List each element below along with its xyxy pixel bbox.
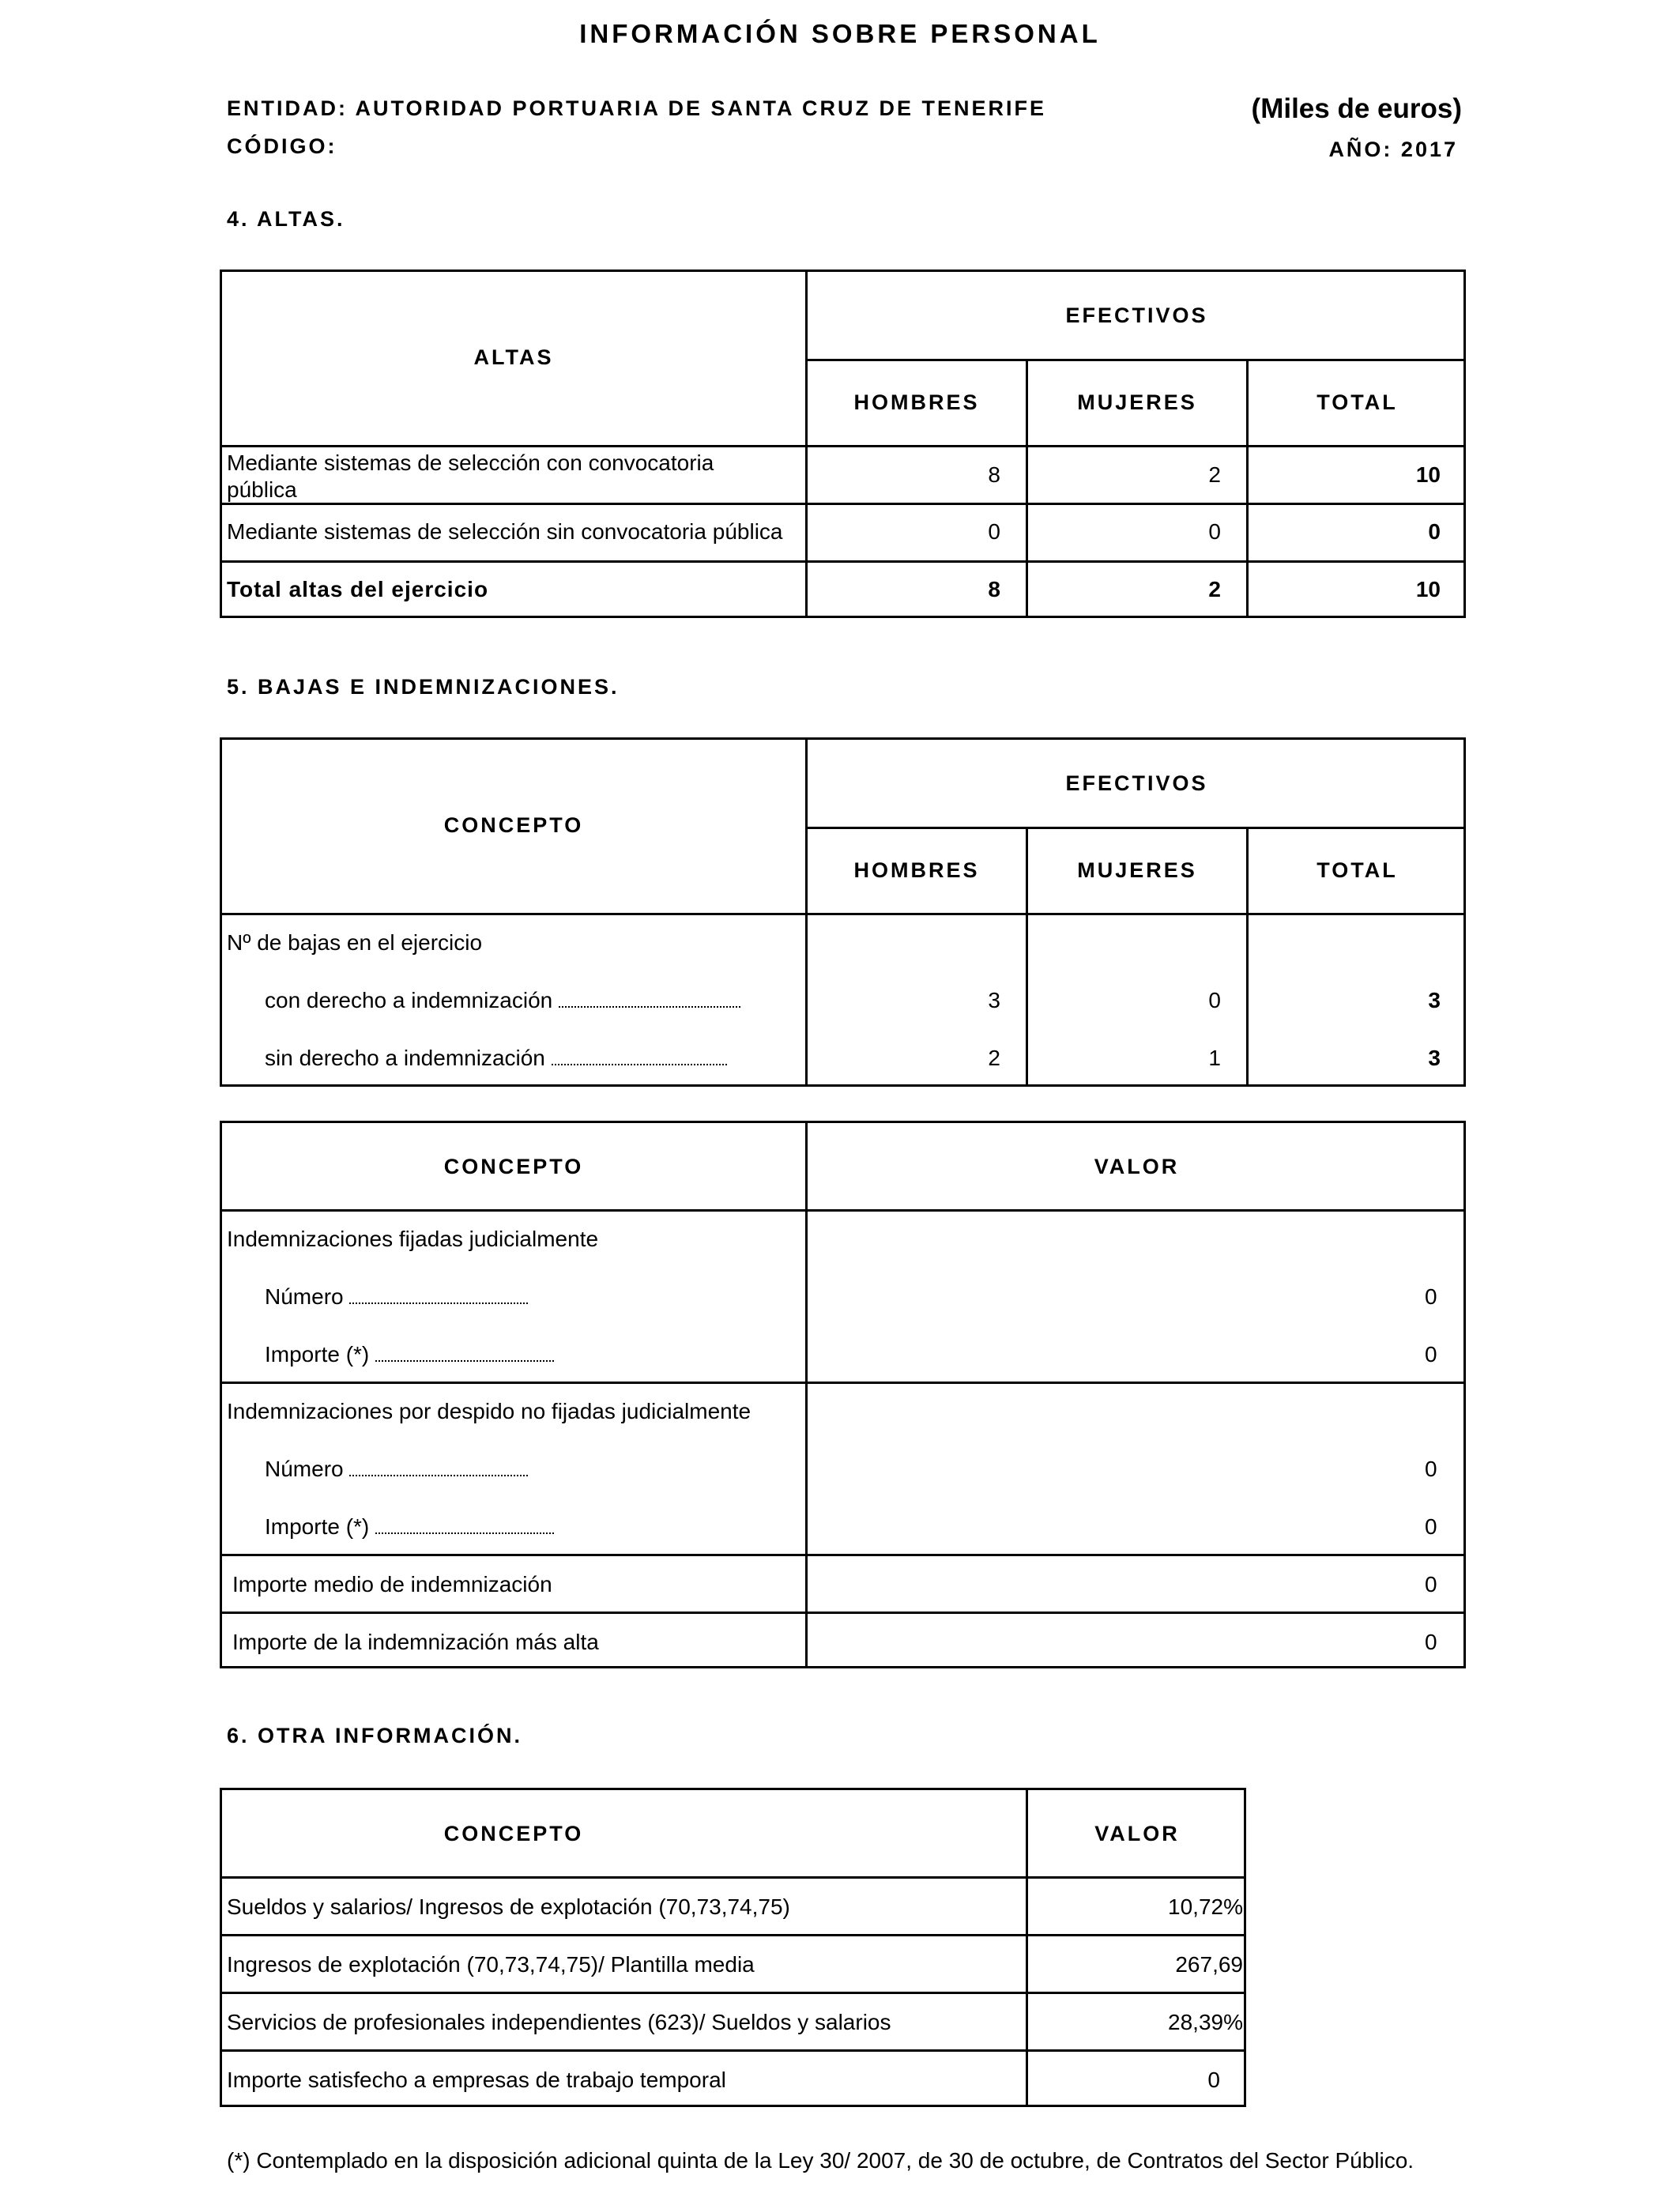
indem-judicial-numero-label: Número — [265, 1284, 528, 1310]
otra-row-3-valor: 28,39% — [1168, 2010, 1243, 2034]
indem-medio-label: Importe medio de indemnización — [232, 1572, 552, 1596]
otra-row-2-valor: 267,69 — [1175, 1952, 1243, 1977]
altas-col-hombres: HOMBRES — [853, 390, 980, 414]
altas-row-2-hombres: 0 — [988, 519, 1000, 544]
otra-col-valor: VALOR — [1094, 1822, 1180, 1845]
altas-row-2-label: Mediante sistemas de selección sin convocatoria pública — [227, 519, 783, 544]
units-label: (Miles de euros) — [1251, 93, 1462, 124]
bajas-group-label: Nº de bajas en el ejercicio — [227, 930, 483, 955]
altas-row-2-mujeres: 0 — [1208, 519, 1221, 544]
bajas-row-2-total: 3 — [1428, 1046, 1441, 1070]
otra-row-2-label: Ingresos de explotación (70,73,74,75)/ Plantilla media — [227, 1952, 755, 1977]
indem-nojudicial-label: Indemnizaciones por despido no fijadas judicialmente — [227, 1399, 751, 1423]
altas-row-1-label-line2: pública — [227, 477, 297, 502]
code-label: CÓDIGO: — [227, 134, 337, 158]
altas-row-1-label-line1: Mediante sistemas de selección con convocatoria — [227, 450, 714, 475]
indem-nojudicial-numero: 0 — [1425, 1457, 1437, 1481]
altas-total-hombres: 8 — [988, 577, 1000, 601]
entity-label: ENTIDAD: AUTORIDAD PORTUARIA DE SANTA CRUZ DE TENERIFE — [227, 96, 1046, 120]
bajas-row-1-label: con derecho a indemnización — [265, 988, 740, 1013]
indem-medio-valor: 0 — [1425, 1572, 1437, 1596]
altas-col-mujeres: MUJERES — [1077, 390, 1197, 414]
otra-row-4-valor: 0 — [1207, 2068, 1220, 2092]
indem-nojudicial-importe: 0 — [1425, 1514, 1437, 1539]
indem-judicial-importe: 0 — [1425, 1342, 1437, 1367]
bajas-col-efectivos: EFECTIVOS — [1065, 771, 1208, 795]
year-label: AÑO: 2017 — [1328, 138, 1458, 161]
indem-nojudicial-importe-label: Importe (*) — [265, 1514, 554, 1540]
altas-col-total: TOTAL — [1317, 390, 1398, 414]
bajas-col-hombres: HOMBRES — [853, 858, 980, 882]
altas-total-mujeres: 2 — [1208, 577, 1221, 601]
altas-row-1-total: 10 — [1415, 462, 1441, 487]
altas-col-concepto: ALTAS — [473, 345, 554, 369]
page-title: INFORMACIÓN SOBRE PERSONAL — [579, 19, 1101, 48]
otra-col-concepto: CONCEPTO — [443, 1822, 584, 1845]
indem-mas-alta-valor: 0 — [1425, 1630, 1437, 1654]
footnote: (*) Contemplado en la disposición adicional quinta de la Ley 30/ 2007, de 30 de octubre, de Contratos del Sector Público. — [227, 2148, 1414, 2173]
bajas-row-1-hombres: 3 — [988, 988, 1000, 1012]
bajas-table — [220, 737, 1466, 1087]
bajas-row-1-mujeres: 0 — [1208, 988, 1221, 1012]
bajas-row-1-total: 3 — [1428, 988, 1441, 1012]
otra-row-3-label: Servicios de profesionales independientes (623)/ Sueldos y salarios — [227, 2010, 891, 2034]
altas-total-label: Total altas del ejercicio — [227, 577, 489, 601]
indem-nojudicial-numero-label: Número — [265, 1457, 528, 1482]
altas-row-2-total: 0 — [1428, 519, 1441, 544]
otra-table — [220, 1788, 1246, 2107]
otra-row-1-label: Sueldos y salarios/ Ingresos de explotación (70,73,74,75) — [227, 1894, 790, 1919]
section-bajas-title: 5. BAJAS E INDEMNIZACIONES. — [227, 675, 620, 699]
indem-col-concepto: CONCEPTO — [443, 1155, 584, 1178]
otra-row-4-label: Importe satisfecho a empresas de trabajo temporal — [227, 2068, 726, 2092]
altas-row-1-hombres: 8 — [988, 462, 1000, 487]
bajas-row-2-hombres: 2 — [988, 1046, 1000, 1070]
altas-col-efectivos: EFECTIVOS — [1065, 303, 1208, 327]
altas-total-total: 10 — [1415, 577, 1441, 601]
altas-row-1-mujeres: 2 — [1208, 462, 1221, 487]
section-altas-title: 4. ALTAS. — [227, 207, 345, 231]
indem-judicial-importe-label: Importe (*) — [265, 1342, 554, 1367]
bajas-col-mujeres: MUJERES — [1077, 858, 1197, 882]
bajas-col-concepto: CONCEPTO — [443, 813, 584, 837]
bajas-row-2-mujeres: 1 — [1208, 1046, 1221, 1070]
bajas-col-total: TOTAL — [1317, 858, 1398, 882]
indem-col-valor: VALOR — [1094, 1155, 1180, 1178]
altas-table — [220, 270, 1466, 618]
indem-mas-alta-label: Importe de la indemnización más alta — [232, 1630, 599, 1654]
bajas-row-2-label: sin derecho a indemnización — [265, 1046, 727, 1071]
indemnizaciones-table — [220, 1121, 1466, 1668]
section-otra-title: 6. OTRA INFORMACIÓN. — [227, 1724, 522, 1747]
indem-judicial-label: Indemnizaciones fijadas judicialmente — [227, 1227, 599, 1251]
otra-row-1-valor: 10,72% — [1168, 1894, 1243, 1919]
indem-judicial-numero: 0 — [1425, 1284, 1437, 1309]
